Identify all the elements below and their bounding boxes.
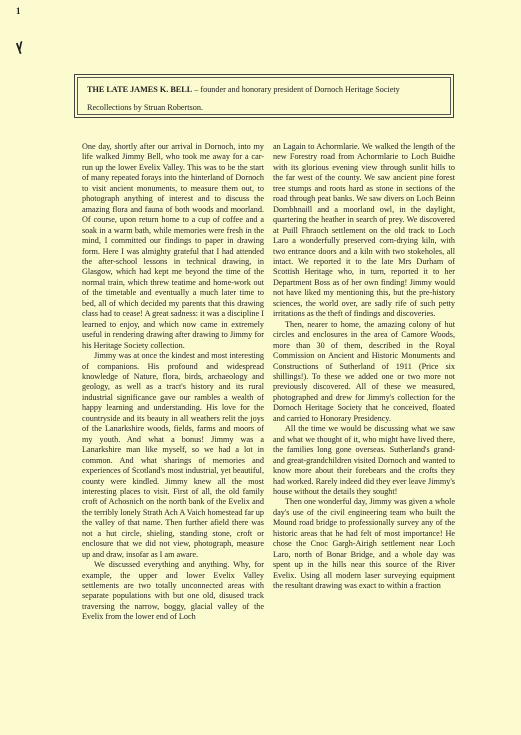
article-title-name: THE LATE JAMES K. BELL <box>87 85 193 94</box>
paragraph: Then one wonderful day, Jimmy was given a whole day's use of the civil engineering team who built the Mound road bridge to professionally survey any of the historic areas that he had felt of most importance! He chose the Cnoc Gargh-Airigh settlement near Loch Laro, north of Bonar Bridge, and a whole day was spent up in the hills near this source of the River Evelix. Using all modern laser surveying equipment the resultant drawing was exact to within a fraction <box>273 497 455 591</box>
page-marker: 1 <box>16 6 21 16</box>
paragraph: One day, shortly after our arrival in Dornoch, into my life walked Jimmy Bell, who took me away for a car-run up the lower Evelix Valley. This was to be the start of many repeated forays into the hinterland of Dornoch to visit ancient monuments, to measure them out, to photograph anything of interest and to discuss the amazing flora and fauna of both woods and moorland. Of course, upon return home to a cup of coffee and a soak in a warm bath, while memories were fresh in the mind, I committed our findings to paper in drawing form. Here I was almighty grateful that I had attended the after-school lessons in technical drawing, in Glasgow, which had kept me beyond the time of the normal train, which threw teatime and home-work out of the timetable and eventually a much later time to bed, all of which decided my parents that this drawing class had to cease! A great sadness: it was a discipline I learned to enjoy, and which now came in extremely useful in rendering drawing after drawing to Jimmy for his Heritage Society collection. <box>82 142 264 350</box>
article-byline: Recollections by Struan Robertson. <box>87 103 203 112</box>
paragraph: Then, nearer to home, the amazing colony of hut circles and enclosures in the area of Camore Woods, more than 30 of them, described in the Royal Commission on Ancient and Historic Monuments and Constructions of Sutherland of 1911 (Price six shillings!). To these we added one or two more not previously discovered. All of these we measured, photographed and drew for Jimmy's collection for the Dornoch Heritage Society that he conceived, floated and carried to Honorary Presidency. <box>273 319 455 423</box>
article-title-rest: – founder and honorary president of Dornoch Heritage Society <box>192 85 400 94</box>
paragraph: All the time we would be discussing what we saw and what we thought of it, who might have lived there, the families long gone overseas. Sutherland's grand- and great-grandchildren visited Dornoch and wanted to know more about their forebears and the crofts they had worked. Rarely indeed did they ever leave Jimmy's house without the details they sought! <box>273 424 455 496</box>
right-column <box>273 142 455 591</box>
left-column <box>82 142 264 623</box>
paragraph: Jimmy was at once the kindest and most interesting of companions. His profound and widespread knowledge of Nature, flora, birds, archaeology and geology, as well as a tract's history and its rural industrial significance gave our rambles a wealth of happy learning and understanding. His love for the countryside and its beauty in all weathers relit the joys of the Lanarkshire woods, fields, farms and moors of my youth. And what a bonus! Jimmy was a Lanarkshire man like myself, so we had a lot in common. And what sharings of memories and experiences of Scotland's most industrial, yet beautiful, county were kindled. Jimmy knew all the most interesting places to visit. First of all, the old family croft of Achosnich on the north bank of the Evelix and the terribly lonely Strath Ach A Vaich homestead far up the valley of that name. Then further afield there was not a hut circle, shieling, standing stone, croft or enclosure that we did not view, photograph, measure up and draw, insofar as I am aware. <box>82 351 264 559</box>
article-title <box>87 85 400 94</box>
pen-mark: ꝩ <box>13 38 26 55</box>
article-header-box <box>74 74 454 118</box>
paragraph: We discussed everything and anything. Why, for example, the upper and lower Evelix Valley settlements are two totally unconnected areas with separate populations with but one old, disused track traversing the narrow, boggy, glacial valley of the Evelix from the lower end of Loch <box>82 560 264 622</box>
paragraph: an Lagain to Achormlarie. We walked the length of the new Forestry road from Achormlarie to Loch Buidhe with its glorious evening view through sunlit hills to the far west of the county. We saw ancient pine forest tree stumps and roots hard as stone in sections of the road through peat banks. We saw divers on Loch Beinn Dombhnaill and a moorland owl, in the daylight, quartering the heather in search of prey. We discovered at Puill Fhraoch settlement on the old track to Loch Laro a wonderfully preserved corn-drying kiln, with two entrance doors and a kiln with two stokeholes, all intact. We reported it to the late Mrs Durham of Scottish Heritage who, in turn, reported it to her Department Boss as of her own finding! Jimmy would not have liked my mentioning this, but the pre-history sciences, the world over, are sadly rife of such petty irritations as the theft of findings and discoveries. <box>273 142 455 319</box>
